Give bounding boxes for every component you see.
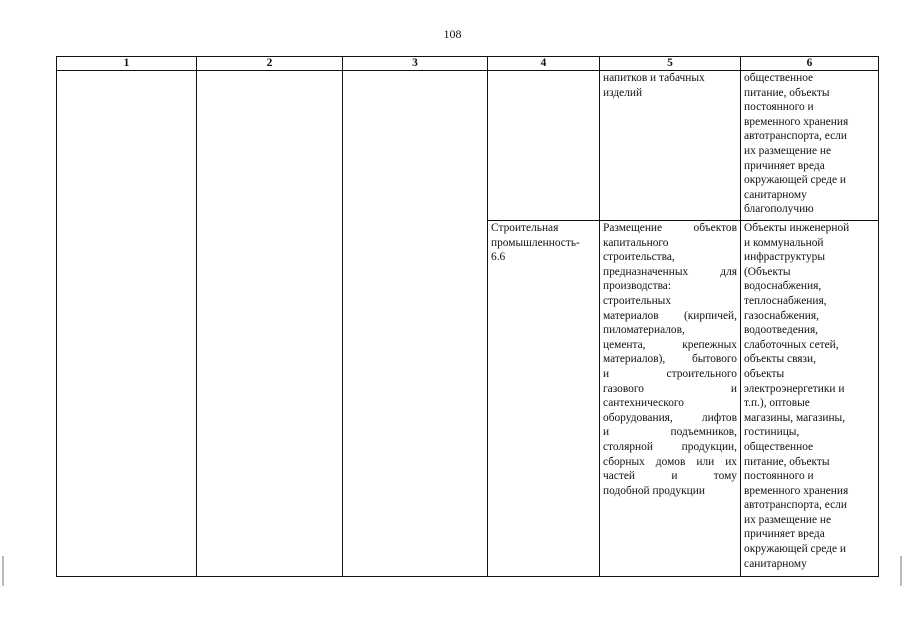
text-line: (Объекты xyxy=(744,265,791,278)
text-line: материалов), бытового xyxy=(603,353,737,366)
text-line: Объекты инженерной xyxy=(744,222,850,234)
text-line: автотранспорта, если xyxy=(744,130,847,143)
text-line: частей и тому xyxy=(603,470,737,483)
cell-col4-empty xyxy=(488,71,600,221)
text-line: и подъемников, xyxy=(603,426,737,439)
text-line: и коммунальной xyxy=(744,236,824,249)
text-line: инфраструктуры xyxy=(744,251,825,264)
text-line: санитарному xyxy=(744,557,807,570)
text-line: слаботочных сетей, xyxy=(744,338,839,351)
text-line: предназначенных для xyxy=(603,265,737,278)
column-header-4: 4 xyxy=(488,57,600,71)
cell-r2-col4 xyxy=(488,221,600,577)
land-use-table xyxy=(56,56,879,577)
text-line: постоянного и xyxy=(744,101,814,114)
text-line: промышленность- xyxy=(491,236,580,249)
text-line: сборных домов или их xyxy=(603,455,737,468)
text-line: окружающей среде и xyxy=(744,543,846,556)
table-row xyxy=(57,71,879,221)
text-line: строительных xyxy=(603,294,672,307)
text-line: объекты связи, xyxy=(744,353,816,366)
text-line: гостиницы, xyxy=(744,426,800,439)
text-line: окружающей среде и xyxy=(744,174,846,187)
text-line: газоснабжения, xyxy=(744,309,819,322)
text-line: теплоснабжения, xyxy=(744,294,827,307)
cell-col3 xyxy=(343,71,488,577)
text-line: причиняет вреда xyxy=(744,528,825,541)
text-line: сантехнического xyxy=(603,397,684,410)
text-line: т.п.), оптовые xyxy=(744,397,810,410)
text-line: санитарному xyxy=(744,188,807,201)
header-row xyxy=(57,57,879,71)
text-line: временного хранения xyxy=(744,484,849,497)
text-line: их размещение не xyxy=(744,144,832,157)
text-line: общественное xyxy=(744,440,814,453)
text-line: постоянного и xyxy=(744,470,814,483)
text-line: напитков и табачных xyxy=(603,72,705,84)
text-line: цемента, крепежных xyxy=(603,338,737,351)
cell-r2-col5 xyxy=(600,221,741,577)
cell-col2 xyxy=(197,71,343,577)
text-line: капитального xyxy=(603,236,669,249)
text-line: временного хранения xyxy=(744,115,849,128)
column-header-6: 6 xyxy=(741,57,879,71)
text-line: строительства, xyxy=(603,251,675,264)
text-line: подобной продукции xyxy=(603,484,705,497)
text-line: Строительная xyxy=(491,222,559,234)
text-line: благополучию xyxy=(744,203,814,216)
column-header-2: 2 xyxy=(197,57,343,71)
text-line: 6.6 xyxy=(491,251,506,264)
text-line: питание, объекты xyxy=(744,86,830,99)
text-line: газового и xyxy=(603,382,737,395)
text-line: причиняет вреда xyxy=(744,159,825,172)
text-line: оборудования, лифтов xyxy=(603,411,737,424)
text-line: общественное xyxy=(744,72,814,84)
text-line: водоснабжения, xyxy=(744,280,822,293)
text-line: питание, объекты xyxy=(744,455,830,468)
text-line: материалов (кирпичей, xyxy=(603,309,737,322)
text-line: водоотведения, xyxy=(744,324,819,337)
text-line: изделий xyxy=(603,86,643,99)
text-line: автотранспорта, если xyxy=(744,499,847,512)
text-line: производства: xyxy=(603,280,672,293)
text-line: и строительного xyxy=(603,367,737,380)
column-header-3: 3 xyxy=(343,57,488,71)
cell-r2-col6 xyxy=(741,221,879,577)
text-line: объекты xyxy=(744,367,785,380)
page-number: 108 xyxy=(443,27,462,41)
cell-r1-col6 xyxy=(741,71,879,221)
scan-edge-mark-right xyxy=(900,556,902,586)
cell-r1-col5 xyxy=(600,71,741,221)
text-line: Размещение объектов xyxy=(603,222,737,234)
column-header-1: 1 xyxy=(57,57,197,71)
text-line: столярной продукции, xyxy=(603,440,737,453)
text-line: пиломатериалов, xyxy=(603,324,685,337)
column-header-5: 5 xyxy=(600,57,741,71)
cell-col1 xyxy=(57,71,197,577)
text-line: электроэнергетики и xyxy=(744,382,845,395)
text-line: их размещение не xyxy=(744,513,832,526)
text-line: магазины, магазины, xyxy=(744,411,846,424)
scan-edge-mark-left xyxy=(2,556,4,586)
